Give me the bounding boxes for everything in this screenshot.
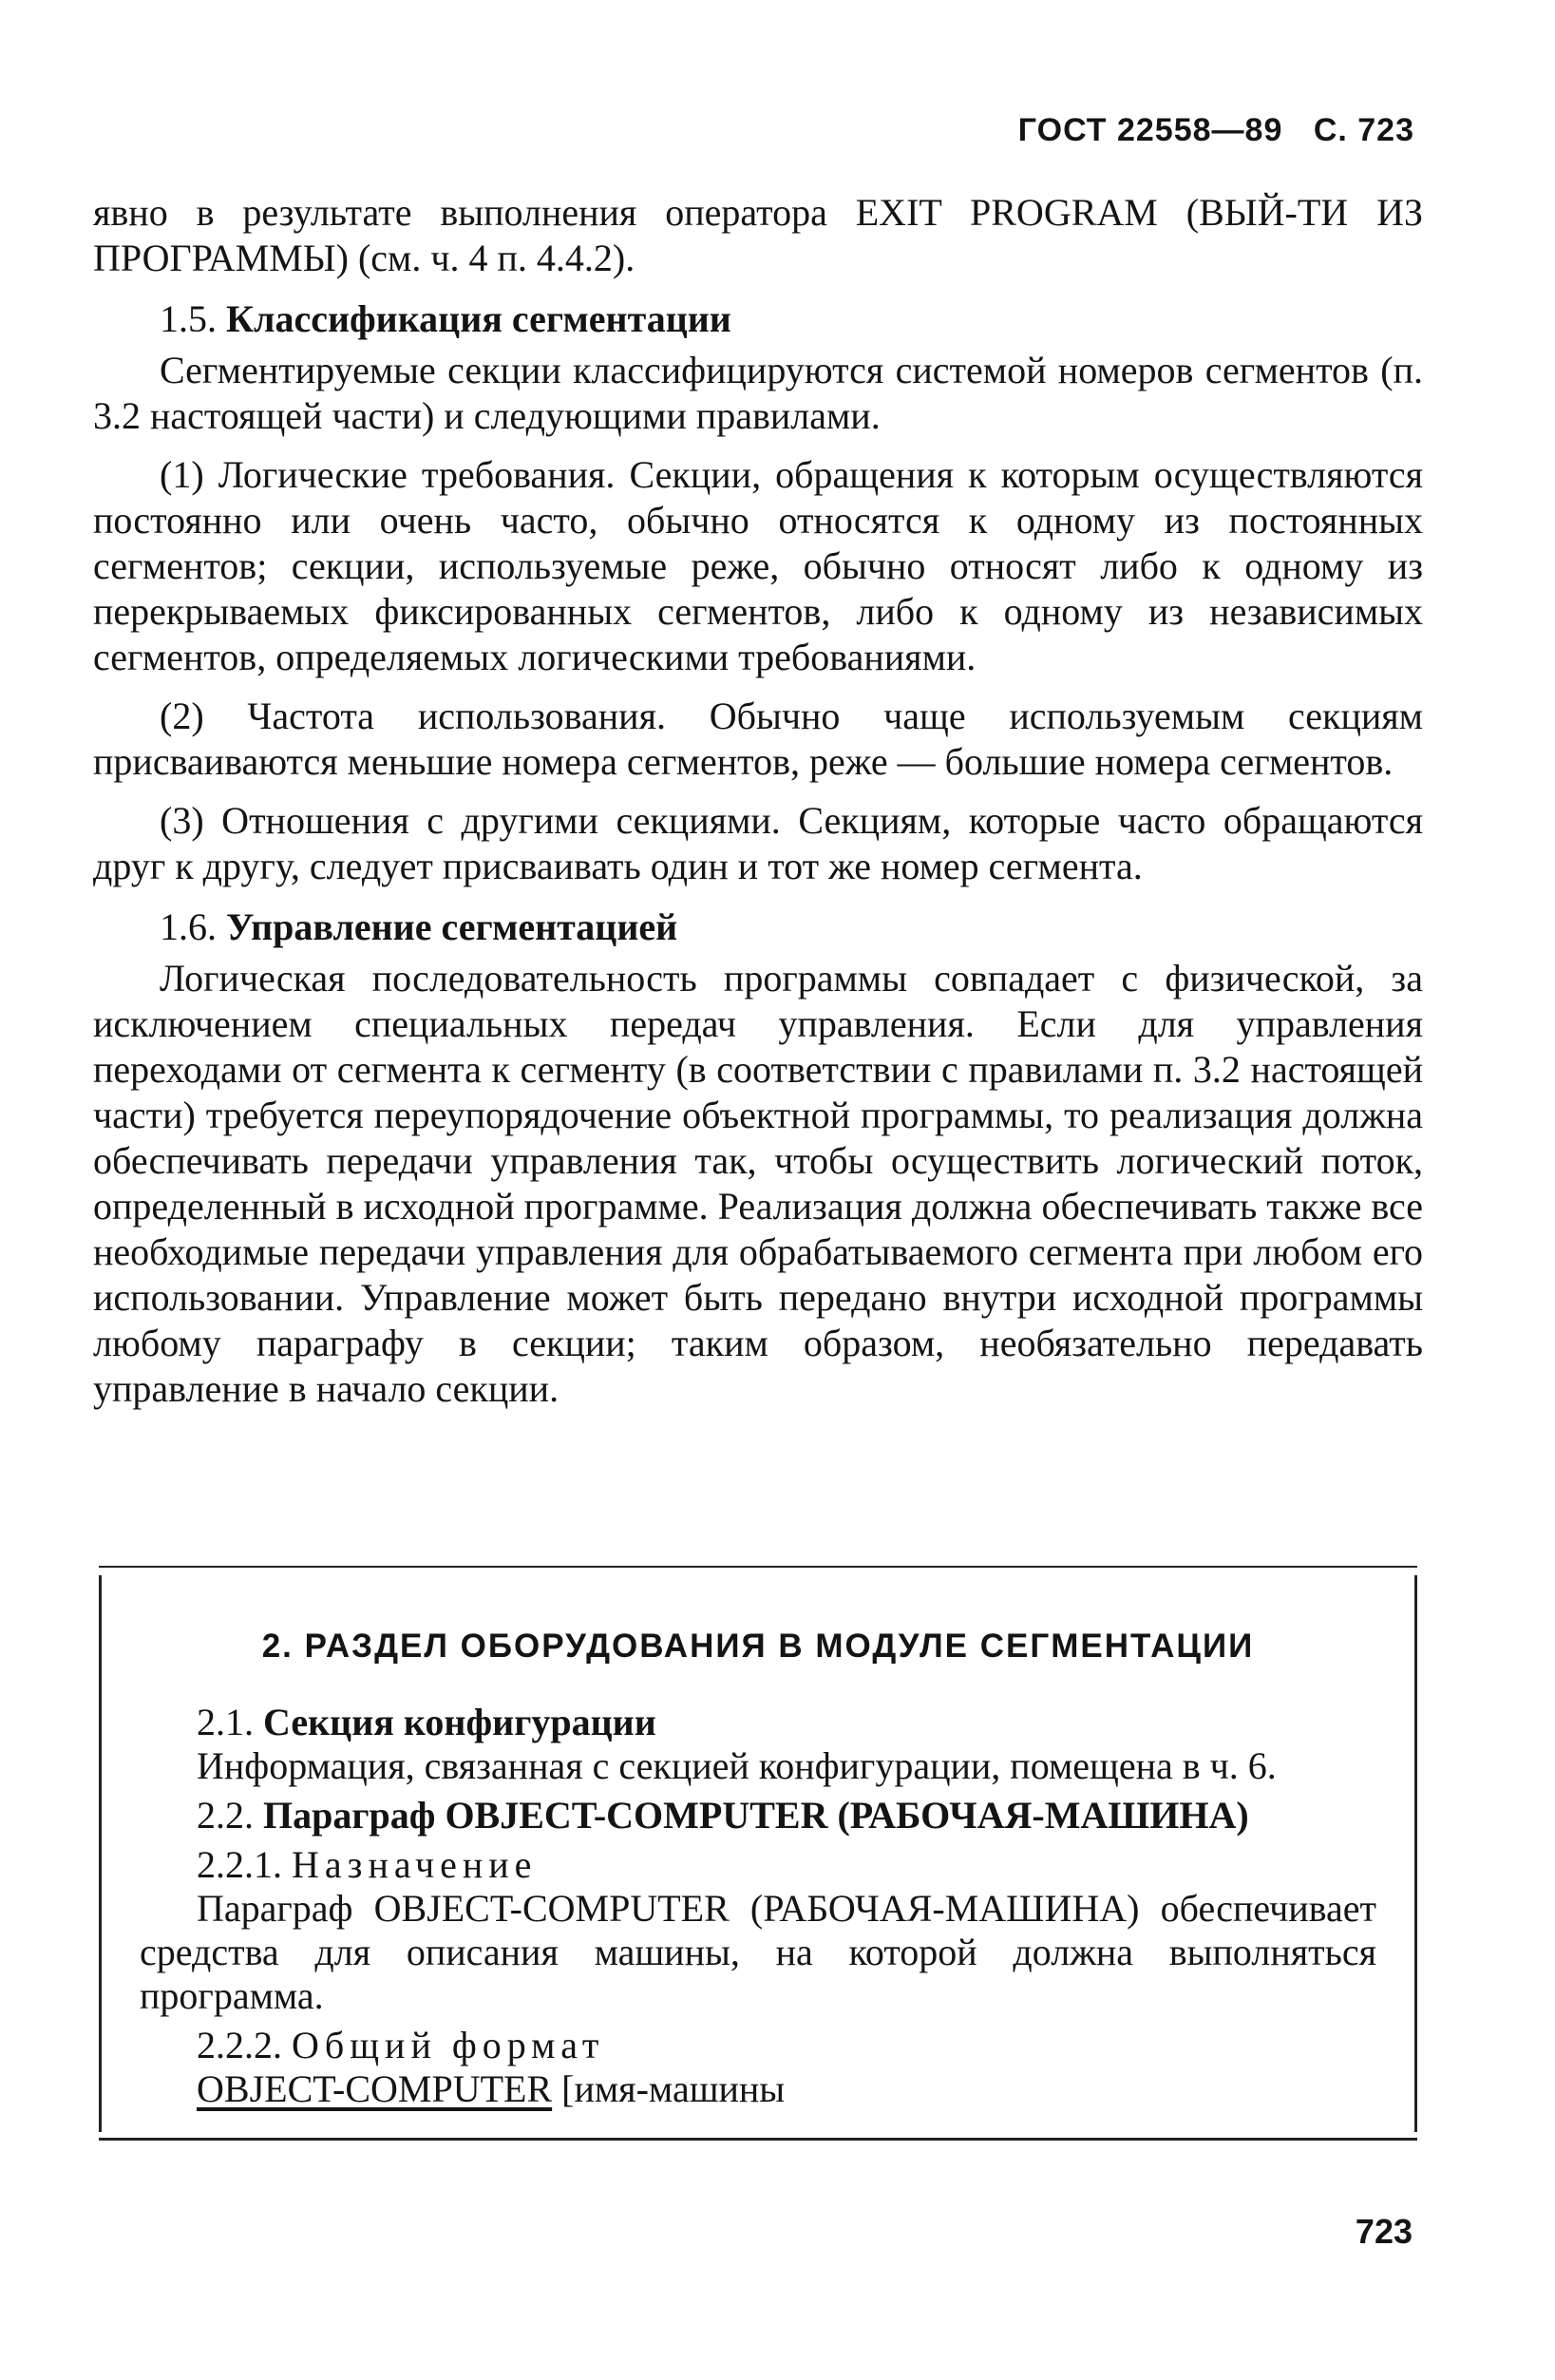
box-top-rule bbox=[99, 1566, 1417, 1568]
heading-number: 1.6. bbox=[160, 905, 217, 948]
paragraph-1-5-intro: Сегментируемые секции классифицируются системой номеров сегментов (п. 3.2 настоящей части) и следующими правилами. bbox=[93, 349, 1423, 437]
paragraph-1-5-rule-3: (3) Отношения с другими секциями. Секциям, которые часто обращаются друг к другу, следует присваивать один и тот же номер сегмента. bbox=[93, 799, 1423, 887]
paragraph-1-6: Логическая последовательность программы совпадает с физической, за исключением специальных передач управления. Если для управления переходами от сегмента к сегменту (в соответствии с правилами п. 3.2 настоящей части) требуется переупорядочение объектной программы, то реализация должна обеспечивать передачи управления так, чтобы осуществить логический поток, определенный в исходной программе. Реализация должна обеспечивать также все необходимые передачи управления для обрабатываемого сегмента при любом его использовании. Управление может быть передано внутри исходной программы любому параграфу в секции; таким образом, необязательно передавать управление в начало секции. bbox=[93, 957, 1423, 1410]
subsection-2-2-heading bbox=[197, 1794, 1376, 1837]
section-2-box bbox=[99, 1575, 1417, 2132]
heading-number: 2.2.2. bbox=[197, 2024, 282, 2066]
heading-number: 2.2. bbox=[197, 1794, 254, 1837]
subsection-2-1-text: Информация, связанная с секцией конфигурации, помещена в ч. 6. bbox=[197, 1744, 1277, 1787]
heading-title: Классификация сегментации bbox=[226, 297, 731, 340]
heading-title: Управление сегментацией bbox=[226, 905, 678, 948]
format-argument: [имя-машины bbox=[561, 2067, 786, 2110]
page-header bbox=[997, 112, 1414, 149]
subsection-2-1-heading bbox=[197, 1701, 1376, 1744]
paragraph-1-5-rule-1: (1) Логические требования. Секции, обращения к которым осуществляются постоянно или очень часто, обычно относятся к одному из постоянных сегментов; секции, используемые реже, обычно относят либо к одному из перекрываемых фиксированных сегментов, либо к одному из независимых сегментов, определяемых логическими требованиями. bbox=[93, 453, 1423, 678]
subsection-2-2-1-text: Параграф OBJECT-COMPUTER (РАБОЧАЯ-МАШИНА) обеспечивает средства для описания машины, на которой должна выполняться программа. bbox=[140, 1887, 1376, 2017]
heading-number: 1.5. bbox=[160, 297, 217, 340]
box-content bbox=[140, 1625, 1376, 2111]
section-2-title: 2. РАЗДЕЛ ОБОРУДОВАНИЯ В МОДУЛЕ СЕГМЕНТАЦИИ bbox=[261, 1628, 1255, 1665]
header-page-ref: С. 723 bbox=[1313, 112, 1414, 148]
heading-title: Секция конфигурации bbox=[263, 1701, 656, 1743]
format-keyword: OBJECT-COMPUTER bbox=[197, 2067, 553, 2110]
paragraph-continuation: явно в результате выполнения оператора EXIT PROGRAM (ВЫЙ-ТИ ИЗ ПРОГРАММЫ) (см. ч. 4 п. 4.4.2). bbox=[93, 191, 1423, 279]
paragraph-1-5-rule-2: (2) Частота использования. Обычно чаще используемым секциям присваиваются меньшие номера сегментов, реже — большие номера сегментов. bbox=[93, 695, 1423, 783]
heading-number: 2.2.1. bbox=[197, 1843, 282, 1886]
box-bottom-rule bbox=[99, 2138, 1417, 2141]
section-heading-1-6 bbox=[160, 904, 1423, 950]
heading-title: Параграф OBJECT-COMPUTER (РАБОЧАЯ-МАШИНА) bbox=[263, 1794, 1249, 1837]
subsection-2-2-2-heading bbox=[197, 2024, 1376, 2067]
section-heading-1-5 bbox=[160, 296, 1423, 342]
general-format bbox=[197, 2067, 1376, 2111]
heading-title: Назначение bbox=[292, 1843, 538, 1886]
subsection-2-2-1-heading bbox=[197, 1843, 1376, 1887]
heading-number: 2.1. bbox=[197, 1701, 254, 1743]
heading-title: Общий формат bbox=[292, 2024, 605, 2066]
standard-number: ГОСТ 22558—89 bbox=[1017, 112, 1283, 148]
page-number: 723 bbox=[1355, 2212, 1413, 2251]
main-text bbox=[93, 190, 1423, 1425]
